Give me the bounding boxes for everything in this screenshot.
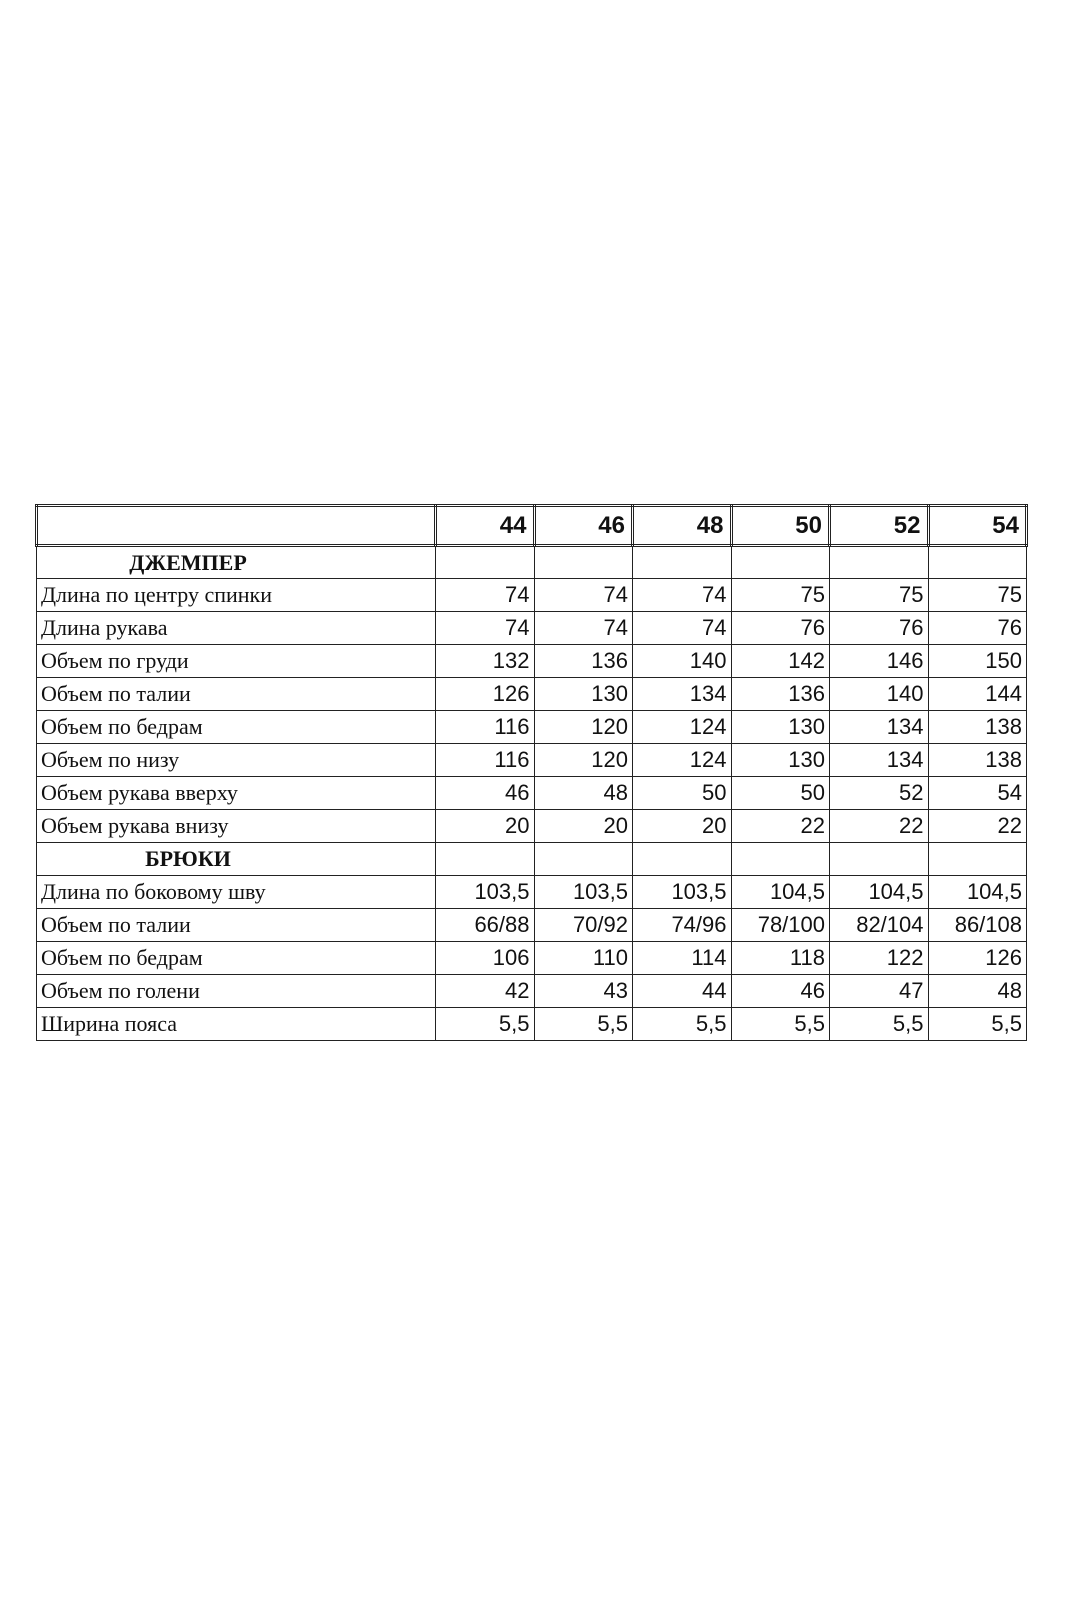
measurement-value: 74/96	[633, 909, 732, 942]
measurement-value: 110	[534, 942, 633, 975]
size-chart-body	[37, 506, 1027, 1041]
measurement-value: 74	[534, 612, 633, 645]
measurement-value: 50	[633, 777, 732, 810]
measurement-value: 76	[830, 612, 929, 645]
measurement-value: 136	[534, 645, 633, 678]
measurement-value: 42	[436, 975, 535, 1008]
section-title	[37, 546, 436, 579]
measurement-row	[37, 876, 1027, 909]
measurement-label: Объем по талии	[37, 909, 436, 942]
measurement-value: 106	[436, 942, 535, 975]
measurement-label: Объем по бедрам	[37, 942, 436, 975]
measurement-value: 142	[731, 645, 830, 678]
measurement-value: 75	[731, 579, 830, 612]
measurement-row	[37, 744, 1027, 777]
measurement-value: 48	[534, 777, 633, 810]
measurement-value: 116	[436, 744, 535, 777]
measurement-row	[37, 1008, 1027, 1041]
measurement-value: 74	[436, 612, 535, 645]
size-header-cell: 50	[731, 506, 830, 546]
measurement-value: 138	[928, 744, 1027, 777]
measurement-value: 134	[830, 711, 929, 744]
measurement-value: 46	[731, 975, 830, 1008]
measurement-value: 5,5	[534, 1008, 633, 1041]
measurement-row	[37, 612, 1027, 645]
measurement-label: Длина по центру спинки	[37, 579, 436, 612]
measurement-value: 52	[830, 777, 929, 810]
measurement-value: 82/104	[830, 909, 929, 942]
measurement-value: 5,5	[436, 1008, 535, 1041]
empty-cell	[928, 546, 1027, 579]
measurement-value: 132	[436, 645, 535, 678]
measurement-value: 48	[928, 975, 1027, 1008]
measurement-value: 150	[928, 645, 1027, 678]
measurement-value: 22	[928, 810, 1027, 843]
measurement-label: Ширина пояса	[37, 1008, 436, 1041]
measurement-value: 146	[830, 645, 929, 678]
measurement-value: 104,5	[731, 876, 830, 909]
empty-cell	[731, 546, 830, 579]
measurement-value: 144	[928, 678, 1027, 711]
section-title	[37, 843, 436, 876]
measurement-value: 22	[830, 810, 929, 843]
measurement-value: 120	[534, 711, 633, 744]
measurement-value: 5,5	[830, 1008, 929, 1041]
measurement-value: 5,5	[928, 1008, 1027, 1041]
size-header-cell: 48	[633, 506, 732, 546]
measurement-value: 75	[830, 579, 929, 612]
size-header-cell: 54	[928, 506, 1027, 546]
measurement-label: Объем по голени	[37, 975, 436, 1008]
empty-cell	[633, 843, 732, 876]
size-header-cell: 52	[830, 506, 929, 546]
measurement-value: 20	[436, 810, 535, 843]
measurement-value: 20	[534, 810, 633, 843]
measurement-value: 124	[633, 711, 732, 744]
measurement-row	[37, 645, 1027, 678]
measurement-value: 70/92	[534, 909, 633, 942]
measurement-value: 86/108	[928, 909, 1027, 942]
measurement-value: 114	[633, 942, 732, 975]
measurement-value: 134	[633, 678, 732, 711]
section-header-row	[37, 843, 1027, 876]
measurement-row	[37, 711, 1027, 744]
size-chart-table	[35, 504, 1028, 1041]
measurement-value: 140	[633, 645, 732, 678]
empty-cell	[633, 546, 732, 579]
section-header-row	[37, 546, 1027, 579]
measurement-label: Объем по груди	[37, 645, 436, 678]
measurement-value: 66/88	[436, 909, 535, 942]
size-header-cell: 46	[534, 506, 633, 546]
measurement-row	[37, 678, 1027, 711]
measurement-row	[37, 975, 1027, 1008]
measurement-value: 130	[534, 678, 633, 711]
empty-cell	[830, 843, 929, 876]
measurement-label: Объем рукава вверху	[37, 777, 436, 810]
measurement-row	[37, 579, 1027, 612]
empty-cell	[436, 546, 535, 579]
measurement-value: 76	[731, 612, 830, 645]
section-title-text: БРЮКИ	[145, 846, 231, 871]
measurement-value: 50	[731, 777, 830, 810]
measurement-value: 118	[731, 942, 830, 975]
empty-cell	[436, 843, 535, 876]
measurement-value: 140	[830, 678, 929, 711]
measurement-value: 5,5	[731, 1008, 830, 1041]
measurement-value: 74	[534, 579, 633, 612]
measurement-value: 122	[830, 942, 929, 975]
measurement-value: 104,5	[830, 876, 929, 909]
section-title-text: ДЖЕМПЕР	[129, 549, 247, 575]
measurement-value: 130	[731, 744, 830, 777]
measurement-value: 46	[436, 777, 535, 810]
measurement-value: 126	[928, 942, 1027, 975]
measurement-value: 74	[633, 579, 732, 612]
measurement-value: 74	[436, 579, 535, 612]
measurement-label: Объем рукава внизу	[37, 810, 436, 843]
measurement-row	[37, 777, 1027, 810]
empty-cell	[830, 546, 929, 579]
measurement-label: Объем по низу	[37, 744, 436, 777]
measurement-value: 75	[928, 579, 1027, 612]
measurement-value: 103,5	[436, 876, 535, 909]
measurement-label: Объем по бедрам	[37, 711, 436, 744]
measurement-value: 134	[830, 744, 929, 777]
empty-cell	[534, 843, 633, 876]
corner-cell	[37, 506, 436, 546]
measurement-value: 103,5	[534, 876, 633, 909]
empty-cell	[534, 546, 633, 579]
measurement-value: 116	[436, 711, 535, 744]
measurement-value: 76	[928, 612, 1027, 645]
measurement-label: Объем по талии	[37, 678, 436, 711]
measurement-value: 126	[436, 678, 535, 711]
measurement-row	[37, 810, 1027, 843]
measurement-value: 74	[633, 612, 732, 645]
size-header-row	[37, 506, 1027, 546]
measurement-value: 44	[633, 975, 732, 1008]
measurement-value: 43	[534, 975, 633, 1008]
measurement-value: 130	[731, 711, 830, 744]
measurement-row	[37, 909, 1027, 942]
measurement-value: 124	[633, 744, 732, 777]
measurement-value: 20	[633, 810, 732, 843]
measurement-value: 22	[731, 810, 830, 843]
measurement-value: 120	[534, 744, 633, 777]
measurement-label: Длина по боковому шву	[37, 876, 436, 909]
measurement-value: 78/100	[731, 909, 830, 942]
measurement-value: 138	[928, 711, 1027, 744]
measurement-value: 5,5	[633, 1008, 732, 1041]
measurement-value: 47	[830, 975, 929, 1008]
measurement-value: 54	[928, 777, 1027, 810]
measurement-value: 136	[731, 678, 830, 711]
empty-cell	[928, 843, 1027, 876]
measurement-value: 104,5	[928, 876, 1027, 909]
measurement-row	[37, 942, 1027, 975]
measurement-label: Длина рукава	[37, 612, 436, 645]
empty-cell	[731, 843, 830, 876]
size-header-cell: 44	[436, 506, 535, 546]
measurement-value: 103,5	[633, 876, 732, 909]
